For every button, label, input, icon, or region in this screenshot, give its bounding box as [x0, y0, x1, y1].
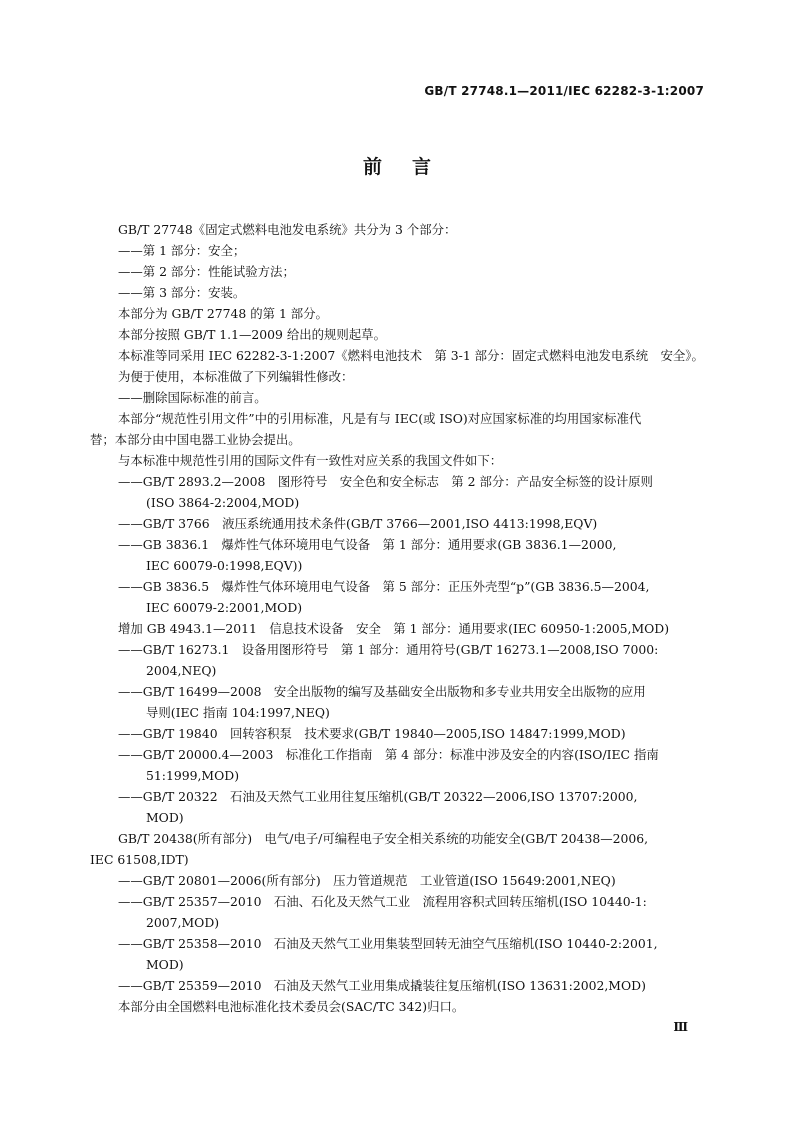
- text-line: 增加 GB 4943.1—2011 信息技术设备 安全 第 1 部分：通用要求(IEC 60950-1:2005,MOD): [118, 621, 670, 636]
- text-line: 本部分为 GB/T 27748 的第 1 部分。: [118, 306, 328, 321]
- text-line: 为便于使用，本标准做了下列编辑性修改：: [118, 369, 354, 384]
- text-line: 替；本部分由中国电器工业协会提出。: [90, 432, 301, 447]
- foreword-body: [90, 219, 705, 1017]
- text-line: ——第 1 部分：安全；: [118, 243, 246, 258]
- text-line: ——GB/T 25358—2010 石油及天然气工业用集装型回转无油空气压缩机(ISO 10440-2:2001,: [118, 936, 658, 951]
- text-line: (ISO 3864-2:2004,MOD): [146, 495, 300, 510]
- page-number: Ⅲ: [673, 1020, 688, 1034]
- text-line: 本部分按照 GB/T 1.1—2009 给出的规则起草。: [118, 327, 386, 342]
- text-line: ——GB/T 19840 回转容积泵 技术要求(GB/T 19840—2005,ISO 14847:1999,MOD): [118, 726, 626, 741]
- text-line: ——GB/T 16273.1 设备用图形符号 第 1 部分：通用符号(GB/T 16273.1—2008,ISO 7000:: [118, 642, 659, 657]
- text-line: MOD): [146, 957, 184, 972]
- text-line: ——第 2 部分：性能试验方法；: [118, 264, 295, 279]
- text-line: ——GB 3836.1 爆炸性气体环境用电气设备 第 1 部分：通用要求(GB 3836.1—2000,: [118, 537, 617, 552]
- text-line: 本部分由全国燃料电池标准化技术委员会(SAC/TC 342)归口。: [118, 999, 465, 1014]
- text-line: IEC 60079-2:2001,MOD): [146, 600, 303, 615]
- text-line: ——GB/T 3766 液压系统通用技术条件(GB/T 3766—2001,ISO 4413:1998,EQV): [118, 516, 598, 531]
- text-line: ——GB/T 16499—2008 安全出版物的编写及基础安全出版物和多专业共用安全出版物的应用: [118, 684, 646, 699]
- text-line: ——GB/T 2893.2—2008 图形符号 安全色和安全标志 第 2 部分：产品安全标签的设计原则: [118, 474, 653, 489]
- text-line: ——删除国际标准的前言。: [118, 390, 267, 405]
- text-line: IEC 61508,IDT): [90, 852, 189, 867]
- text-line: 本标准等同采用 IEC 62282-3-1:2007《燃料电池技术 第 3-1 部分：固定式燃料电池发电系统 安全》。: [118, 348, 704, 363]
- text-line: IEC 60079-0:1998,EQV)): [146, 558, 303, 573]
- text-line: GB/T 27748《固定式燃料电池发电系统》共分为 3 个部分：: [118, 222, 457, 237]
- text-line: ——GB/T 20000.4—2003 标准化工作指南 第 4 部分：标准中涉及安全的内容(ISO/IEC 指南: [118, 747, 659, 762]
- text-line: 2004,NEQ): [146, 663, 217, 678]
- text-line: ——第 3 部分：安装。: [118, 285, 246, 300]
- standard-number-header: GB/T 27748.1—2011/IEC 62282-3-1:2007: [424, 84, 704, 98]
- text-line: MOD): [146, 810, 184, 825]
- text-line: ——GB/T 20322 石油及天然气工业用往复压缩机(GB/T 20322—2006,ISO 13707:2000,: [118, 789, 638, 804]
- text-line: ——GB 3836.5 爆炸性气体环境用电气设备 第 5 部分：正压外壳型“p”(GB 3836.5—2004,: [118, 579, 650, 594]
- page-title: 前言: [362, 156, 461, 178]
- text-line: ——GB/T 20801—2006(所有部分) 压力管道规范 工业管道(ISO 15649:2001,NEQ): [118, 873, 616, 888]
- text-line: ——GB/T 25359—2010 石油及天然气工业用集成撬装往复压缩机(ISO 13631:2002,MOD): [118, 978, 646, 993]
- text-line: 与本标准中规范性引用的国际文件有一致性对应关系的我国文件如下：: [118, 453, 503, 468]
- text-line: 2007,MOD): [146, 915, 220, 930]
- text-line: 51:1999,MOD): [146, 768, 240, 783]
- text-line: 导则(IEC 指南 104:1997,NEQ): [146, 705, 330, 720]
- text-line: 本部分“规范性引用文件”中的引用标准，凡是有与 IEC(或 ISO)对应国家标准的均用国家标准代: [118, 411, 642, 426]
- text-line: GB/T 20438(所有部分) 电气/电子/可编程电子安全相关系统的功能安全(GB/T 20438—2006,: [118, 831, 649, 846]
- text-line: ——GB/T 25357—2010 石油、石化及天然气工业 流程用容积式回转压缩机(ISO 10440-1:: [118, 894, 647, 909]
